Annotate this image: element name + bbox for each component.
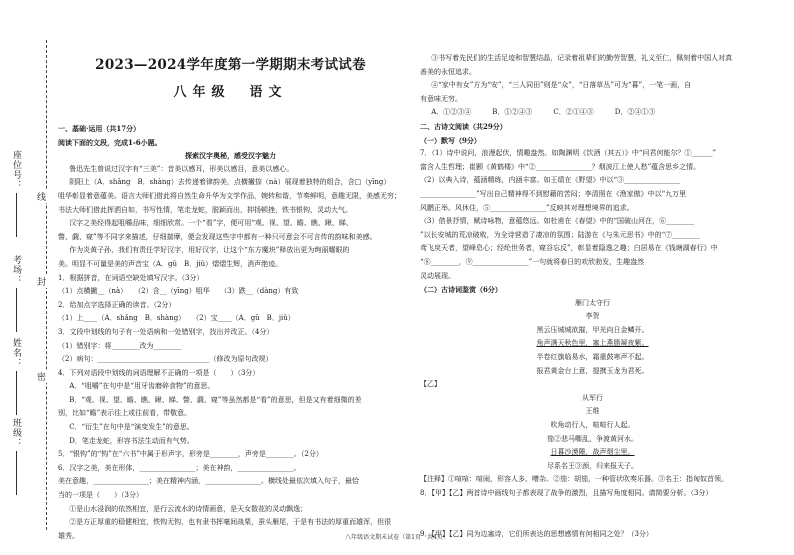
right-line bbox=[420, 501, 765, 515]
right-line: 风鹏正举。风休住，⑤________________”反映其对理想境界的追求。 bbox=[420, 203, 634, 212]
right-line: 善美的永恒追求。 bbox=[420, 67, 476, 76]
binding-seal-word: 密 bbox=[35, 372, 45, 381]
left-line: 美。明显不可量是美的声音宝（A．gǔ B．jiǔ）熠熠生辉，消声绝迹。 bbox=[58, 259, 283, 268]
right-line: 半卷红旗临易水，霜重鼓寒声不起。 bbox=[536, 353, 649, 362]
right-line: 笳②悲马嘶乱，争渡黄河水。 bbox=[547, 434, 638, 443]
binding-field-blank[interactable] bbox=[16, 288, 17, 332]
right-line: ③书写着先民们的生活足迹和智慧结晶，记录着祖辈们的勤劳智慧，礼义至仁，佩刻着中国人对真 bbox=[431, 54, 733, 62]
right-line: 【注释】①喧喧：喧闹，形容人多、嘈杂。②笳：胡笳，一种管状吹奏乐器。③名王：指匈奴首领。 bbox=[420, 475, 728, 484]
right-line: 吹角动行人，喧喧行人起。 bbox=[550, 421, 635, 430]
left-line: 1．根据拼音，在词语空缺处填写汉字。（3分） bbox=[58, 273, 204, 282]
page-left bbox=[58, 52, 403, 542]
right-line: “⑧________，⑨________________”一句就将春日的欢欣勃发，生趣盎然 bbox=[420, 257, 645, 266]
binding-seal-word: 封 bbox=[35, 277, 45, 286]
left-line: 汉字之美经得起咀嚼品味，细细欣赏。一个“看”字，便可用“观、视、望、瞻、瞧、瞅、睇、 bbox=[69, 219, 353, 228]
page-right bbox=[420, 52, 765, 542]
right-line: （二）古诗词鉴赏（6分） bbox=[420, 285, 502, 295]
right-line: 王维 bbox=[585, 407, 600, 416]
right-line: 7．（1）诗中说问，浪漫起伏，情趣盎然。如陶渊明《饮酒（其五）》中“问君何能尔？①______” bbox=[420, 149, 717, 158]
right-line: 灵动展现。 bbox=[420, 271, 455, 280]
right-line: 富含人生哲理；崔颢《黄鹤楼》中“②________________？烟波江上使人愁”蕴含思乡之情。 bbox=[420, 162, 701, 171]
binding-field bbox=[10, 150, 23, 237]
right-line: ”以长安城的荒凉破败，为全诗营造了凄凉的氛围；陆游在《与朱元思书》中的“⑦________ bbox=[420, 230, 701, 239]
left-line: 鲁迅先生曾说过汉字有“三美”：音美以感耳，形美以感目，意美以感心。 bbox=[69, 164, 294, 173]
exam-subtitle: 八年级 语文 bbox=[173, 85, 288, 100]
right-line bbox=[420, 541, 765, 555]
right-line: 尽系名王③颈，归来报天子。 bbox=[547, 461, 638, 470]
right-line: 黑云压城城欲摧，甲光向日金鳞开。 bbox=[536, 325, 649, 334]
right-line: 9．【甲】【乙】同为边塞诗，它们所表达的思想感情有何相同之处？（3分） bbox=[420, 529, 653, 538]
left-line: ①是山水浸润的依然相宜，是行云流水的诗情画意，是天女散花的灵动飘逸； bbox=[69, 504, 308, 513]
right-line: 角声满天秋色里，塞上燕脂凝夜紫。 bbox=[536, 339, 649, 348]
binding-field bbox=[10, 418, 23, 495]
right-line: ________________”写出自己精神得不到慰藉的苦闷；李清照在《渔家傲》中以“九万里 bbox=[420, 189, 687, 198]
right-line: ④“家中有女”方为“安”，“三人同田”则是“众”，“日落草丛”可为“暮”，一笔一画，自 bbox=[431, 81, 692, 90]
left-line: （1）错别字：将________改为________ bbox=[58, 341, 182, 350]
right-line: 李贺 bbox=[585, 312, 600, 321]
left-line: 阴阳上（A．shǎng B．shàng）去传递着律韵美，点横撇捺（nà）展现着独特的组合，含□（yīng） bbox=[69, 178, 391, 187]
left-line: 雄秀。 bbox=[58, 531, 79, 540]
right-line: （一）默写（9分） bbox=[420, 135, 481, 145]
left-line: 4．下列对语段中划线的词语理解不正确的一项是（ ）（3分） bbox=[58, 368, 260, 377]
right-line: 从军行 bbox=[582, 393, 603, 402]
right-line: （2）以典入诗，蕴涵精练，内涵丰富。如王绩在《野望》中以“③________________ bbox=[420, 176, 681, 185]
left-line: 一、基础·运用（共17分） bbox=[58, 124, 141, 133]
left-line: 美在意趣，________________；美在精神内涵，________________。横线处最依次填入句子，最恰 bbox=[58, 477, 359, 486]
left-line: 咀华彰显着意蕴美。语言大师们借此将自然生命升华为文学作品，婉转和谐，节奏鲜明，意趣无限，美感无穷； bbox=[58, 191, 401, 200]
left-line: 阅读下面的文段，完成1-6小题。 bbox=[58, 137, 162, 147]
left-line: 当的一项是（ ）（3分） bbox=[58, 491, 143, 500]
left-line: D．笔走龙蛇，形容书法生动而有气势。 bbox=[69, 436, 194, 445]
page-footer: 八年级语文期末试卷（第1页 共4页） bbox=[345, 534, 449, 541]
left-line: ②是方正厚重的稳健相宜，铁钩无钩，也有隶书挥毫间战栗，蚕头雁尾，于是有书法的厚重而雄浑，但很 bbox=[69, 518, 392, 527]
left-line: 书法大师们借此挥洒自如，书写性情，笔走龙蛇，脱颖而出，抑扬顿挫，铁书银钩，灵动大气。 bbox=[58, 205, 352, 214]
left-line: 探索汉字奥秘，感受汉字魅力 bbox=[185, 151, 276, 161]
exam-title: 2023—2024学年度第一学期期末考试试卷 bbox=[95, 57, 366, 73]
right-line: 有意味无穷。 bbox=[420, 94, 462, 103]
binding-field bbox=[10, 255, 23, 332]
right-line: 【乙】 bbox=[420, 380, 441, 389]
left-line: （2）病句：________________________________（修改为原句改规） bbox=[58, 355, 273, 364]
right-line: A．①②③④ B．①②④③ C．②①④③ D．②④①③ bbox=[431, 108, 656, 117]
left-line: 别，比如“瞻”表示往上或往前看，带敬意。 bbox=[58, 409, 192, 418]
binding-field-label: 考场： bbox=[11, 255, 21, 285]
left-line: 6．汉字之美，美在形体，________________；美在神韵，________________。 bbox=[58, 463, 301, 472]
right-line: （3）借景抒情，赋诗咏物，意蕴悠远。如杜甫在《春望》中的“国破山河在，⑥________ bbox=[420, 217, 695, 226]
right-line: 雁门太守行 bbox=[575, 298, 610, 307]
left-line: A．“咀嚼”在句中是“用牙齿磨碎食物”的意思。 bbox=[69, 382, 215, 391]
left-line: B．“观、视、望、瞻、瞧、瞅、睇、瞥、觑、窥”等虽然都是“看”的意思，但是又有着细微的差 bbox=[69, 395, 362, 404]
right-line bbox=[420, 514, 765, 528]
left-line: （1）上____（A．shǎng B．shàng） （2）宝____（A．gǔ B．jiǔ） bbox=[58, 314, 295, 323]
binding-field-blank[interactable] bbox=[16, 451, 17, 495]
binding-field-label: 姓名： bbox=[11, 338, 21, 368]
left-line: 作为炎黄子孙，我们有责任学好汉字，用好汉字，让这个“东方魔块”释放出更为绚丽耀眼的 bbox=[69, 246, 350, 255]
binding-field-label: 座位号： bbox=[11, 150, 21, 190]
right-line: 二、古诗文阅读（共29分） bbox=[420, 121, 507, 131]
left-line: 5．“银钩”的“钩”在“六书”中属于形声字，形旁是________，声旁是________。（2分） bbox=[58, 450, 323, 459]
binding-margin bbox=[0, 0, 52, 550]
binding-seal-word: 线 bbox=[35, 192, 45, 201]
left-line: 瞥、觑、窥”等不同字来描述，仔细揣摩，便会发现这些字中都有一种只可意会不可言传的韵味和美感。 bbox=[58, 232, 377, 241]
right-line: 鸢飞戾天者，望峰息心；经纶世务者，窥谷忘反”，彰显着隐逸之趣；白居易在《钱塘湖春行》中 bbox=[420, 244, 718, 253]
right-line: 报君黄金台上意，提携玉龙为君死。 bbox=[536, 366, 649, 375]
left-line: C．“衍生”在句中是“演变发生”的意思。 bbox=[69, 423, 194, 432]
right-line: 日暮沙漠陲，战声烟尘里。 bbox=[550, 448, 635, 457]
binding-field-label: 班级： bbox=[11, 418, 21, 448]
left-line: 2．给加点字选择正确的读音。（2分） bbox=[58, 300, 176, 309]
right-line: 8．【甲】【乙】两首诗中画线句子都表现了战争的激烈，且描写角度相同。请简要分析。（3分） bbox=[420, 489, 713, 497]
left-line: 3．文段中划线的句子有一处语病和一处错别字，找出并改正。（4分） bbox=[58, 327, 274, 336]
binding-field-blank[interactable] bbox=[16, 371, 17, 415]
binding-field-blank[interactable] bbox=[16, 193, 17, 237]
binding-field bbox=[10, 338, 23, 415]
left-line: （1）点横撇__（nà） （2）含__（yīng）咀华 （3）跌__（dàng）有致 bbox=[58, 287, 299, 296]
